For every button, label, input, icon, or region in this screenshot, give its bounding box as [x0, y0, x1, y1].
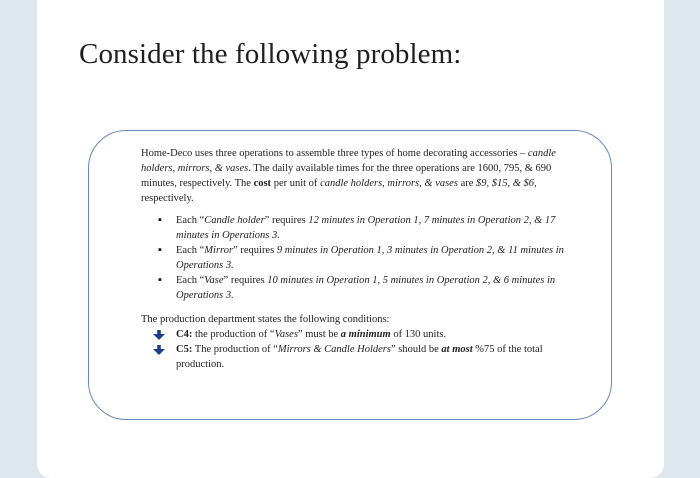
- intro-part-4: per unit of: [271, 178, 321, 189]
- condition-text-3: %75 of the total production.: [176, 344, 543, 370]
- product-mid: ” requires: [264, 215, 309, 226]
- product-name: Candle holder: [204, 215, 265, 226]
- problem-box: [88, 130, 612, 420]
- intro-part-1: Home-Deco uses three operations to assemble three types of home decorating accessories: [141, 148, 518, 159]
- conditions-title: The production department states the following conditions:: [141, 314, 390, 325]
- bullet-square-icon: ▪: [158, 244, 162, 256]
- arrow-down-icon: [153, 330, 165, 340]
- condition-item: Vases: [274, 329, 298, 340]
- product-item-vase: [141, 273, 569, 303]
- slide: [37, 0, 664, 478]
- product-detail: 10 minutes in Operation 1, 5 minutes in Operation 2, & 6 minutes in Operations 3.: [176, 275, 556, 301]
- product-list: [141, 213, 569, 303]
- intro-part-3: . The daily available times for the three operations are 1600, 795, & 690 minutes, respectively. The: [141, 163, 552, 189]
- condition-text-3: of 130 units.: [390, 329, 447, 340]
- condition-c4: [141, 327, 569, 342]
- product-mid: ” requires: [223, 275, 268, 286]
- condition-item: Mirrors & Candle Holders: [277, 344, 391, 355]
- arrow-down-icon: [153, 345, 165, 355]
- condition-emphasis: a minimum: [340, 329, 391, 340]
- intro-part-7: , respectively.: [141, 178, 537, 204]
- slide-heading: Consider the following problem:: [79, 38, 462, 70]
- condition-text-2: ” must be: [297, 329, 341, 340]
- product-prefix: Each “: [176, 275, 205, 286]
- intro-part-2: –: [520, 148, 528, 159]
- intro-items-3: vases: [435, 178, 458, 189]
- condition-label: C5:: [176, 344, 193, 355]
- intro-cost-word: cost: [253, 178, 272, 189]
- intro-prices: $9, $15, & $6: [476, 178, 535, 189]
- product-mid: ” requires: [233, 245, 277, 256]
- bullet-square-icon: ▪: [158, 214, 162, 226]
- product-name: Mirror: [204, 245, 234, 256]
- intro-part-6: are: [457, 178, 477, 189]
- product-detail: 12 minutes in Operation 1, 7 minutes in Operation 2, & 17 minutes in Operations 3.: [176, 215, 556, 241]
- condition-emphasis: at most: [441, 344, 473, 355]
- product-detail: 9 minutes in Operation 1, 3 minutes in Operation 2, & 11 minutes in Operations 3.: [176, 245, 564, 271]
- product-item-mirror: [141, 243, 569, 273]
- condition-label: C4:: [176, 329, 193, 340]
- condition-text-1: The production of “: [192, 344, 278, 355]
- product-name: Vase: [204, 275, 224, 286]
- bullet-square-icon: ▪: [158, 274, 162, 286]
- problem-intro: [141, 146, 569, 206]
- condition-c5: [141, 342, 569, 372]
- condition-text-2: ” should be: [390, 344, 442, 355]
- product-prefix: Each “: [176, 215, 205, 226]
- condition-text-1: the production of “: [192, 329, 275, 340]
- conditions-list: [141, 327, 569, 372]
- product-prefix: Each “: [176, 245, 205, 256]
- intro-items-2: candle holders, mirrors, &: [320, 178, 433, 189]
- product-item-candle-holder: [141, 213, 569, 243]
- problem-content: [141, 146, 569, 372]
- intro-items: candle holders, mirrors, & vases: [141, 148, 556, 174]
